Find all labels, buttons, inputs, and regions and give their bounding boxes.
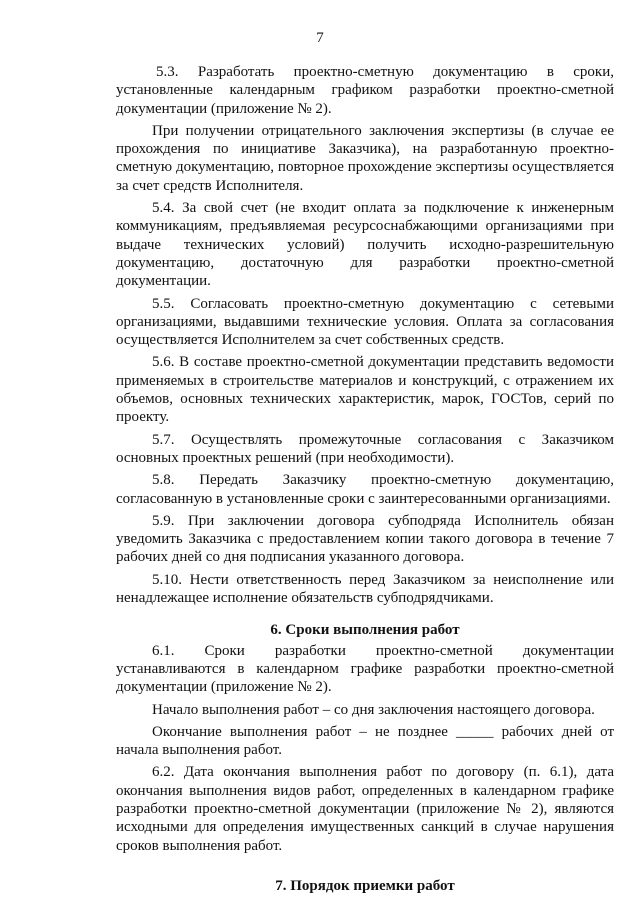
paragraph-start: Начало выполнения работ – со дня заключения настоящего договора. — [152, 701, 595, 718]
paragraph-6-1: 6.1. Сроки разработки проектно-сметной документации устанавливаются в календарном графике разработки проектно-сметной документации (приложение № 2). — [116, 642, 614, 696]
paragraph-5-6: 5.6. В составе проектно-сметной документации представить ведомости применяемых в строительстве материалов и конструкций, с отражением их объемов, основных технических характеристик, марок, ГОСТов, серий по проекту. — [116, 354, 614, 426]
page-number: 7 — [316, 30, 324, 46]
paragraph-5-8: 5.8. Передать Заказчику проектно-сметную документацию, согласованную в установленные сроки с заинтересованными организациями. — [116, 472, 614, 507]
paragraph-expertise: При получении отрицательного заключения экспертизы (в случае ее прохождения по инициативе Заказчика), на разработанную проектно-сметную документацию, повторное прохождение экспертизы осуществляется за счет средств Исполнителя. — [116, 122, 614, 194]
paragraph-5-10: 5.10. Нести ответственность перед Заказчиком за неисполнение или ненадлежащее исполнение обязательств субподрядчиками. — [116, 571, 614, 607]
paragraph-end: Окончание выполнения работ – не позднее _____ рабочих дней от начала выполнения работ. — [116, 723, 614, 759]
paragraph-5-9: 5.9. При заключении договора субподряда Исполнитель обязан уведомить Заказчика с предоставлением копии такого договора в течение 7 рабочих дней со дня подписания указанного договора. — [116, 512, 614, 566]
section-6-heading: 6. Сроки выполнения работ — [270, 622, 460, 639]
section-7-heading: 7. Порядок приемки работ — [275, 877, 455, 894]
paragraph-5-4: 5.4. За свой счет (не входит оплата за подключение к инженерным коммуникациям, предъявляемая ресурсоснабжающими организациями при выдаче технических условий) получить исходно-разрешительную документацию, достаточную для разработки проектно-сметной документации. — [116, 200, 614, 290]
paragraph-6-2: 6.2. Дата окончания выполнения работ по договору (п. 6.1), дата окончания выполнения видов работ, определенных в календарном графике разработки проектно-сметной документации (приложение № 2), являются исходными для определения имущественных санкций в случае нарушения сроков выполнения работ. — [116, 764, 614, 854]
paragraph-5-5: 5.5. Согласовать проектно-сметную документацию с сетевыми организациями, выдавшими технические условия. Оплата за согласования осуществляется Исполнителем за счет собственных средств. — [116, 295, 614, 349]
document-body — [116, 63, 614, 897]
paragraph-5-3: 5.3. Разработать проектно-сметную документацию в сроки, установленные календарным графиком разработки проектно-сметной документации (приложение № 2). — [116, 64, 614, 117]
paragraph-5-7: 5.7. Осуществлять промежуточные согласования с Заказчиком основных проектных решений (при необходимости). — [116, 431, 614, 466]
